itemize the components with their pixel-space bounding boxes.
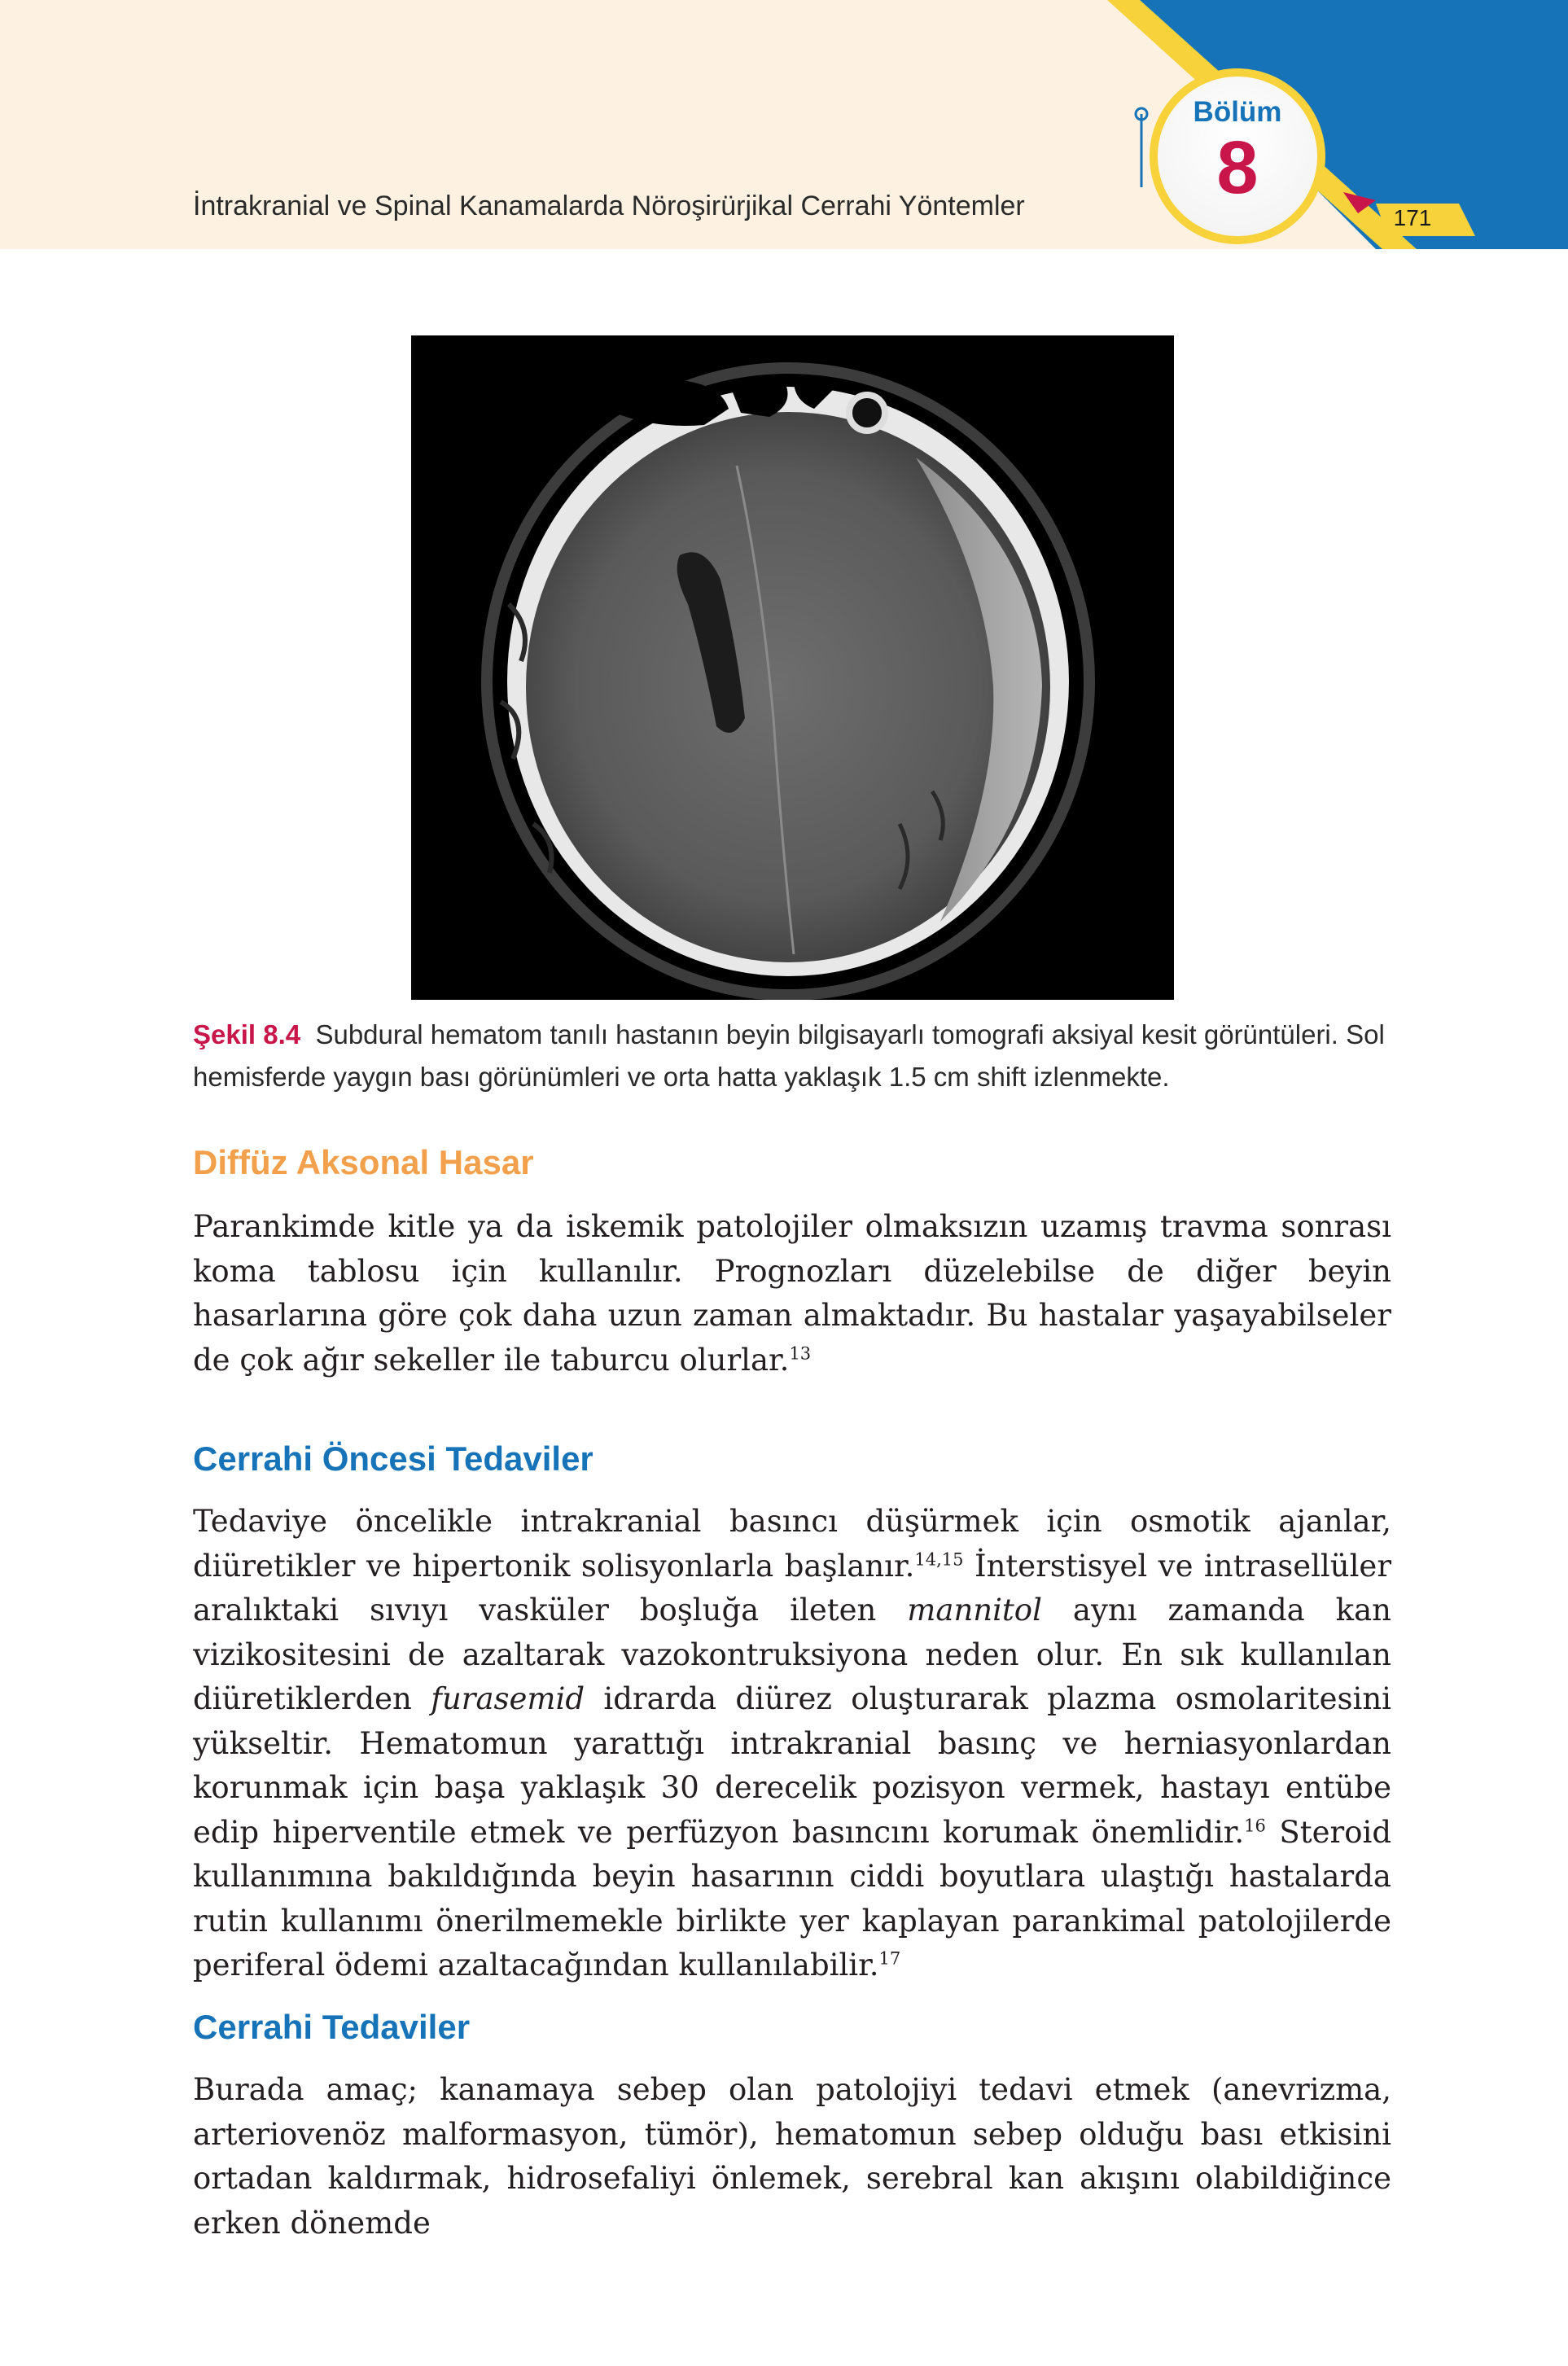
paragraph-cerrahi-oncesi-tedaviler: [193, 1500, 1391, 1988]
paragraph-text: Steroid kullanımına bakıldığında beyin hasarının ciddi boyutlara ulaştığı hastalarda rutin kullanımı önerilmemekle birlikte yer kaplayan parankimal patolojilerde periferal ödemi azaltacağından kullanılabilir.: [193, 1814, 1392, 1983]
drug-name-mannitol: mannitol: [907, 1593, 1042, 1628]
ct-scan-image: [411, 335, 1174, 1000]
figure-caption: [193, 1014, 1390, 1098]
reference-number: 13: [789, 1343, 812, 1364]
paragraph-diffuz-aksonal-hasar: [193, 1205, 1391, 1382]
paragraph-text: İnterstisyel ve intrasellüler aralıktaki sıvıyı vasküler boşluğa ileten: [193, 1548, 1392, 1628]
paragraph-text: Tedaviye öncelikle intrakranial basıncı düşürmek için osmotik ajanlar, diüretikler ve hipertonik solisyonlarla başlanır.: [193, 1504, 1391, 1584]
chapter-number: 8: [1216, 126, 1259, 209]
heading-diffuz-aksonal-hasar: Diffüz Aksonal Hasar: [193, 1143, 534, 1181]
heading-cerrahi-oncesi-tedaviler: Cerrahi Öncesi Tedaviler: [193, 1439, 593, 1478]
paragraph-cerrahi-tedaviler: [193, 2068, 1391, 2246]
paragraph-text: aynı zamanda kan vizikositesini de azaltarak vazokontruksiyona neden olur. En sık kullanılan diüretiklerden: [193, 1593, 1391, 1716]
heading-cerrahi-tedaviler: Cerrahi Tedaviler: [193, 2008, 471, 2046]
paragraph-text: Burada amaç; kanamaya sebep olan patolojiyi tedavi etmek (anevrizma, arteriovenöz malformasyon, tümör), hematomun sebep olduğu bası etkisini ortadan kaldırmak, hidrosefaliyi önlemek, serebral kan akışını olabildiğince erken dönemde: [193, 2072, 1391, 2241]
page-number: 171: [1393, 205, 1432, 230]
reference-number: 14,15: [914, 1549, 964, 1570]
reference-number: 17: [878, 1948, 901, 1969]
reference-number: 16: [1244, 1816, 1266, 1836]
paragraph-text: idrarda diürez oluşturarak plazma osmolaritesini yükseltir. Hematomun yarattığı intrakranial basınç ve herniasyonlardan korunmak için başa yaklaşık 30 derecelik pozisyon vermek, hastayı entübe edip hiperventile etmek ve perfüzyon basıncını korumak önemlidir.: [193, 1681, 1391, 1850]
chapter-label: Bölüm: [1193, 96, 1282, 128]
paragraph-text: Parankimde kitle ya da iskemik patolojiler olmaksızın uzamış travma sonrası koma tablosu için kullanılır. Prognozları düzelebilse de diğer beyin hasarlarına göre çok daha uzun zaman almaktadır. Bu hastalar yaşayabilseler de çok ağır sekeller ile taburcu olurlar.: [193, 1209, 1391, 1378]
drug-name-furasemid: furasemid: [431, 1681, 585, 1716]
caption-label: Şekil 8.4: [193, 1019, 301, 1049]
running-title: İntrakranial ve Spinal Kanamalarda Nöroşirürjikal Cerrahi Yöntemler: [193, 191, 1025, 221]
caption-text: Subdural hematom tanılı hastanın beyin bilgisayarlı tomografi aksiyal kesit görüntüleri. Sol hemisferde yaygın bası görünümleri ve orta hatta yaklaşık 1.5 cm shift izlenmekte.: [193, 1019, 1385, 1092]
